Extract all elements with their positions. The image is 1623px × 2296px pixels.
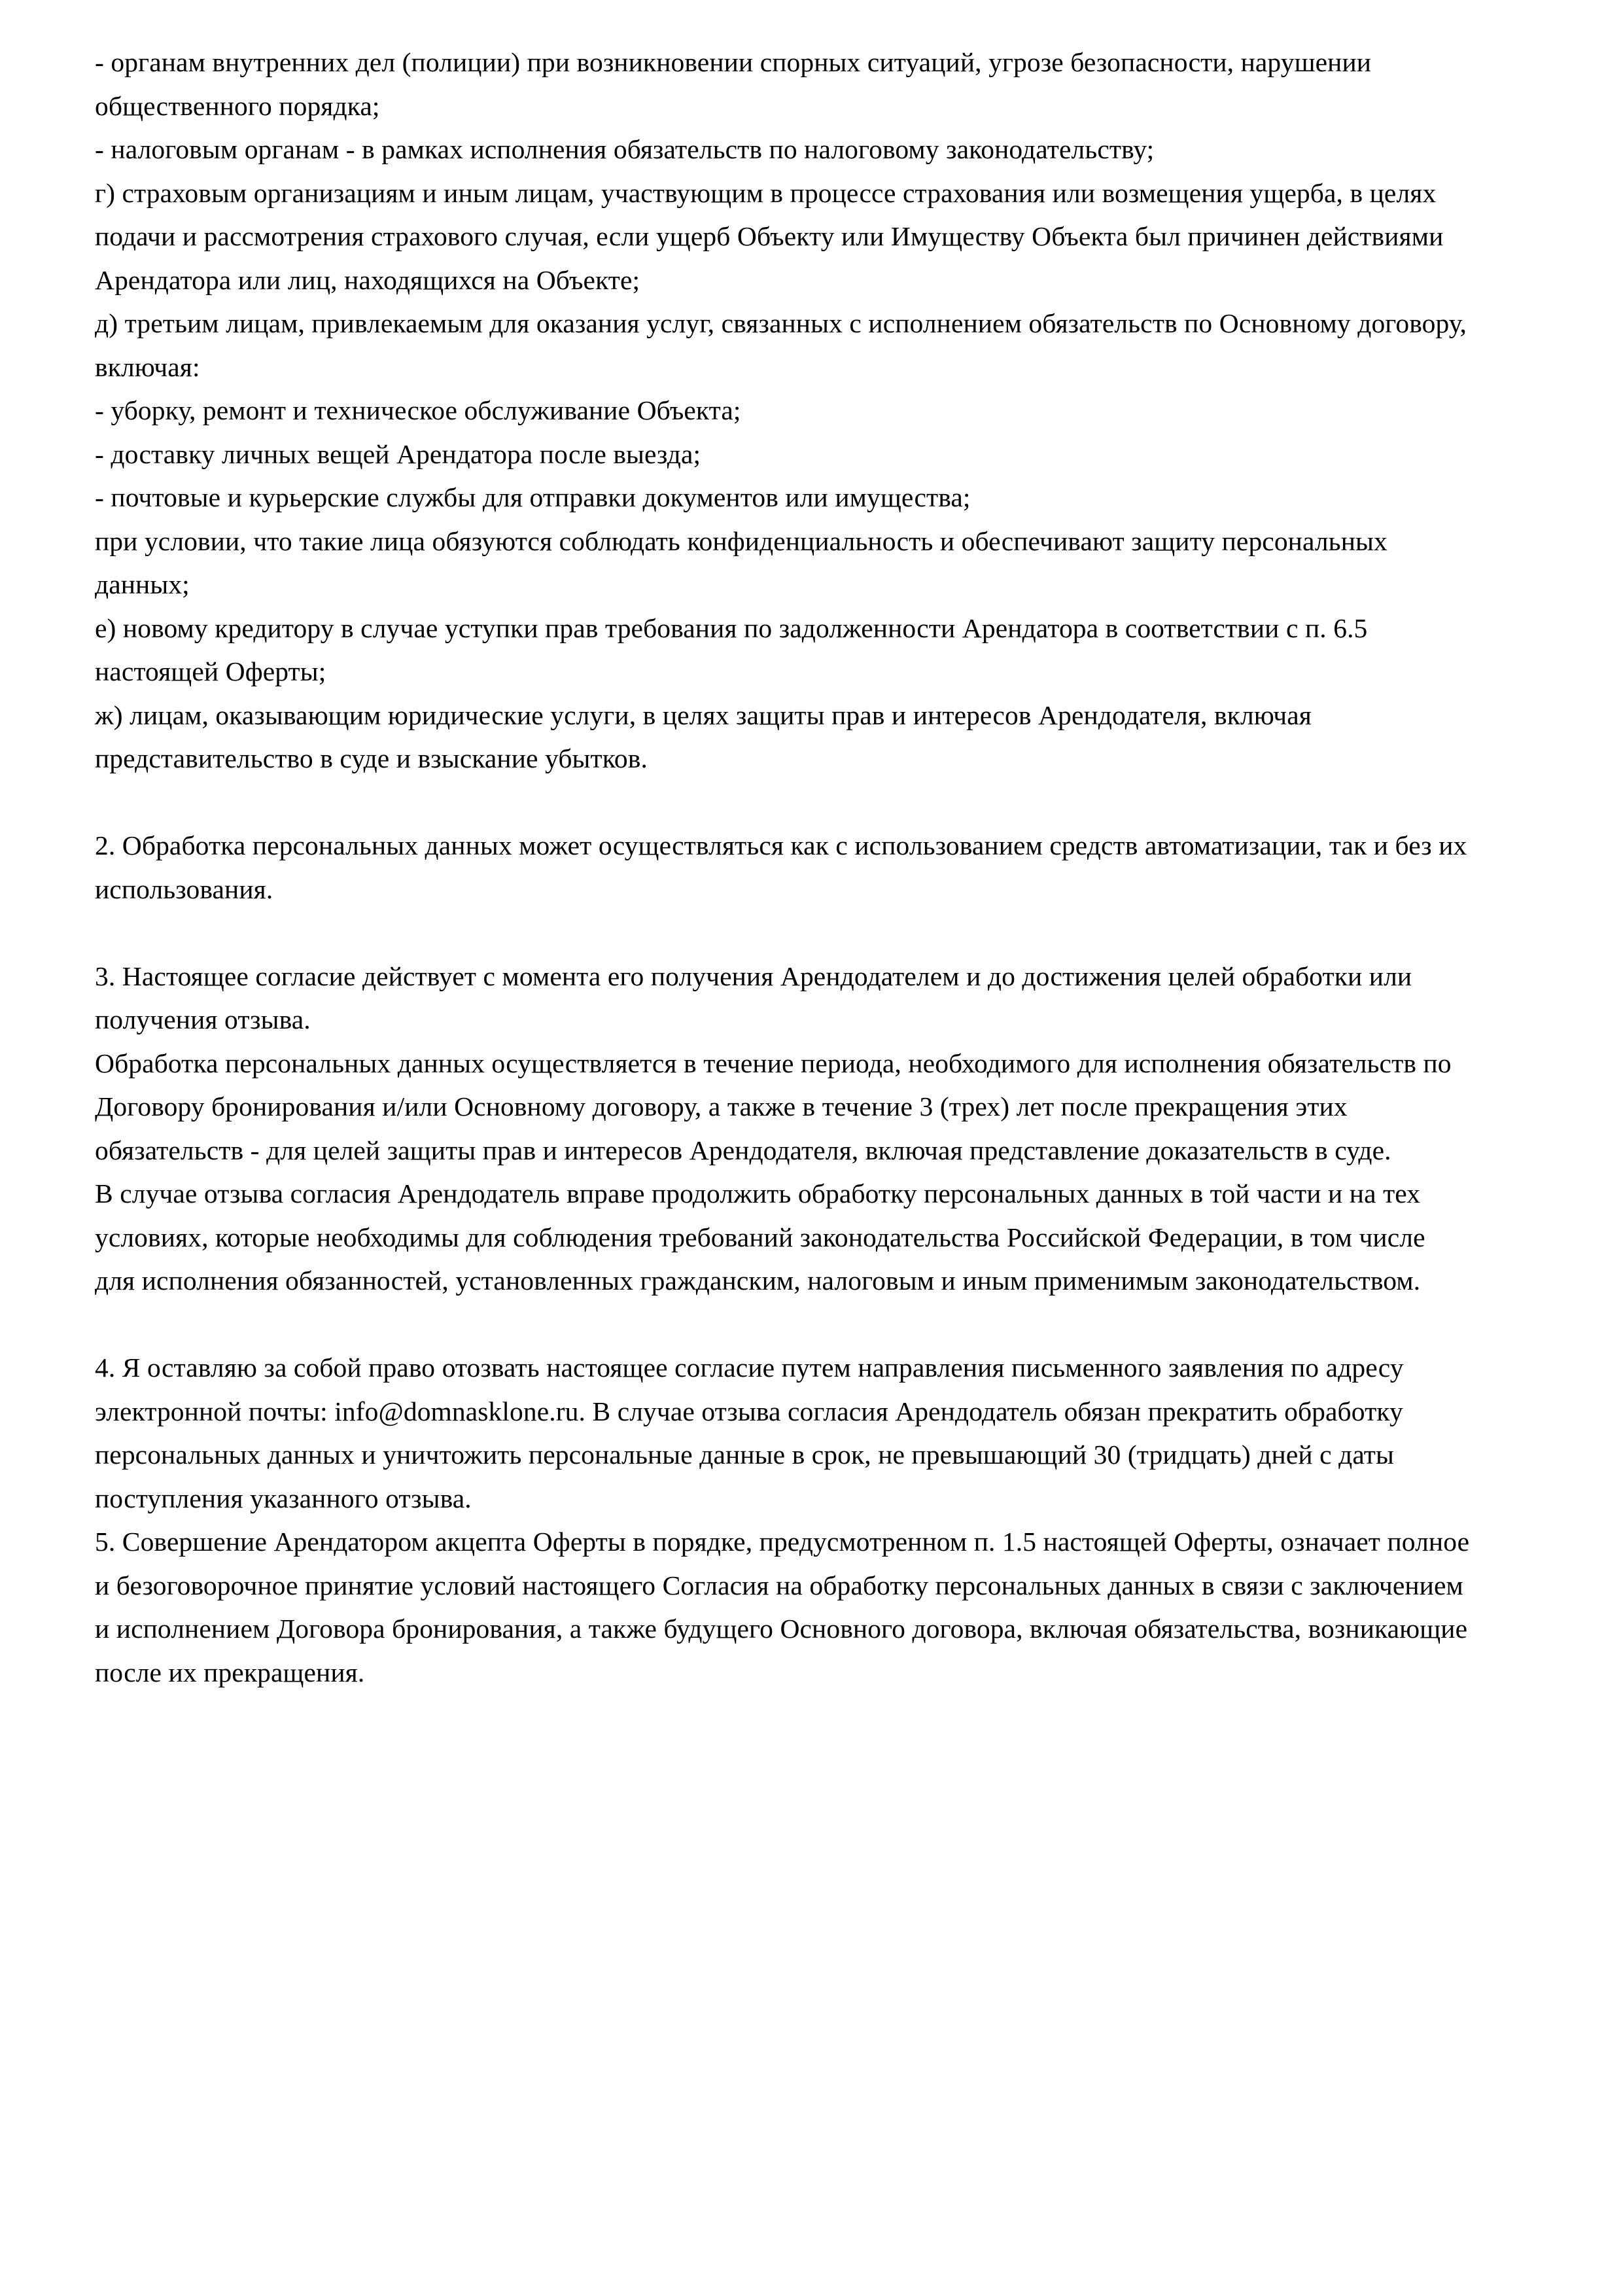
paragraph-item-3-after-withdrawal: В случае отзыва согласия Арендодатель вправе продолжить обработку персональных данных в той части и на тех условиях, которые необходимы для соблюдения требований законодательства Российской Федерации, в том числе для исполнения обязанностей, установленных гражданским, налоговым и иным применимым законодательством.: [95, 1178, 1425, 1296]
document-text-body: [95, 41, 1472, 1694]
paragraph-clause-zh-legal-services: ж) лицам, оказывающим юридические услуги, в целях защиты прав и интересов Арендодателя, включая представительство в суде и взыскание убытков.: [95, 699, 1312, 773]
paragraph-item-5-acceptance: 5. Совершение Арендатором акцепта Оферты в порядке, предусмотренном п. 1.5 настоящей Оферты, означает полное и безоговорочное принятие условий настоящего Согласия на обработку персональных данных в связи с заключением и исполнением Договора бронирования, а также будущего Основного договора, включая обязательства, возникающие после их прекращения.: [95, 1527, 1470, 1687]
paragraph-item-4-withdrawal-right: 4. Я оставляю за собой право отозвать настоящее согласие путем направления письменного заявления по адресу электронной почты: info@domnasklone.ru. В случае отзыва согласия Арендодатель обязан прекратить обработку персональных данных и уничтожить персональные данные в срок, не превышающий 30 (тридцать) дней с даты поступления указанного отзыва.: [95, 1352, 1404, 1513]
paragraph-item-2-automation: 2. Обработка персональных данных может осуществляться как с использованием средств автоматизации, так и без их использования.: [95, 830, 1467, 904]
paragraph-clause-d-third-parties: д) третьим лицам, привлекаемым для оказания услуг, связанных с исполнением обязательств по Основному договору, включая:: [95, 308, 1467, 382]
paragraph-clause-e-new-creditor: е) новому кредитору в случае уступки прав требования по задолженности Арендатора в соответствии с п. 6.5 настоящей Оферты;: [95, 612, 1368, 686]
paragraph-confidentiality-condition: при условии, что такие лица обязуются соблюдать конфиденциальность и обеспечивают защиту персональных данных;: [95, 525, 1387, 599]
paragraph-recipients-tax: - налоговым органам - в рамках исполнения обязательств по налоговому законодательству;: [95, 134, 1155, 164]
paragraph-service-postal: - почтовые и курьерские службы для отправки документов или имущества;: [95, 482, 971, 512]
paragraph-service-cleaning: - уборку, ремонт и техническое обслуживание Объекта;: [95, 395, 741, 425]
paragraph-item-3-validity: 3. Настоящее согласие действует с момента его получения Арендодателем и до достижения целей обработки или получения отзыва.: [95, 961, 1412, 1034]
paragraph-recipients-police: - органам внутренних дел (полиции) при возникновении спорных ситуаций, угрозе безопасности, нарушении общественного порядка;: [95, 47, 1372, 121]
paragraph-item-3-processing-period: Обработка персональных данных осуществляется в течение периода, необходимого для исполнения обязательств по Договору бронирования и/или Основному договору, а также в течение 3 (трех) лет после прекращения этих обязательств - для целей защиты прав и интересов Арендодателя, включая представление доказательств в суде.: [95, 1048, 1452, 1165]
paragraph-service-delivery: - доставку личных вещей Арендатора после выезда;: [95, 438, 701, 469]
paragraph-clause-g-insurers: г) страховым организациям и иным лицам, участвующим в процессе страхования или возмещения ущерба, в целях подачи и рассмотрения страхового случая, если ущерб Объекту или Имуществу Объекта был причинен действиями Арендатора или лиц, находящихся на Объекте;: [95, 177, 1444, 295]
